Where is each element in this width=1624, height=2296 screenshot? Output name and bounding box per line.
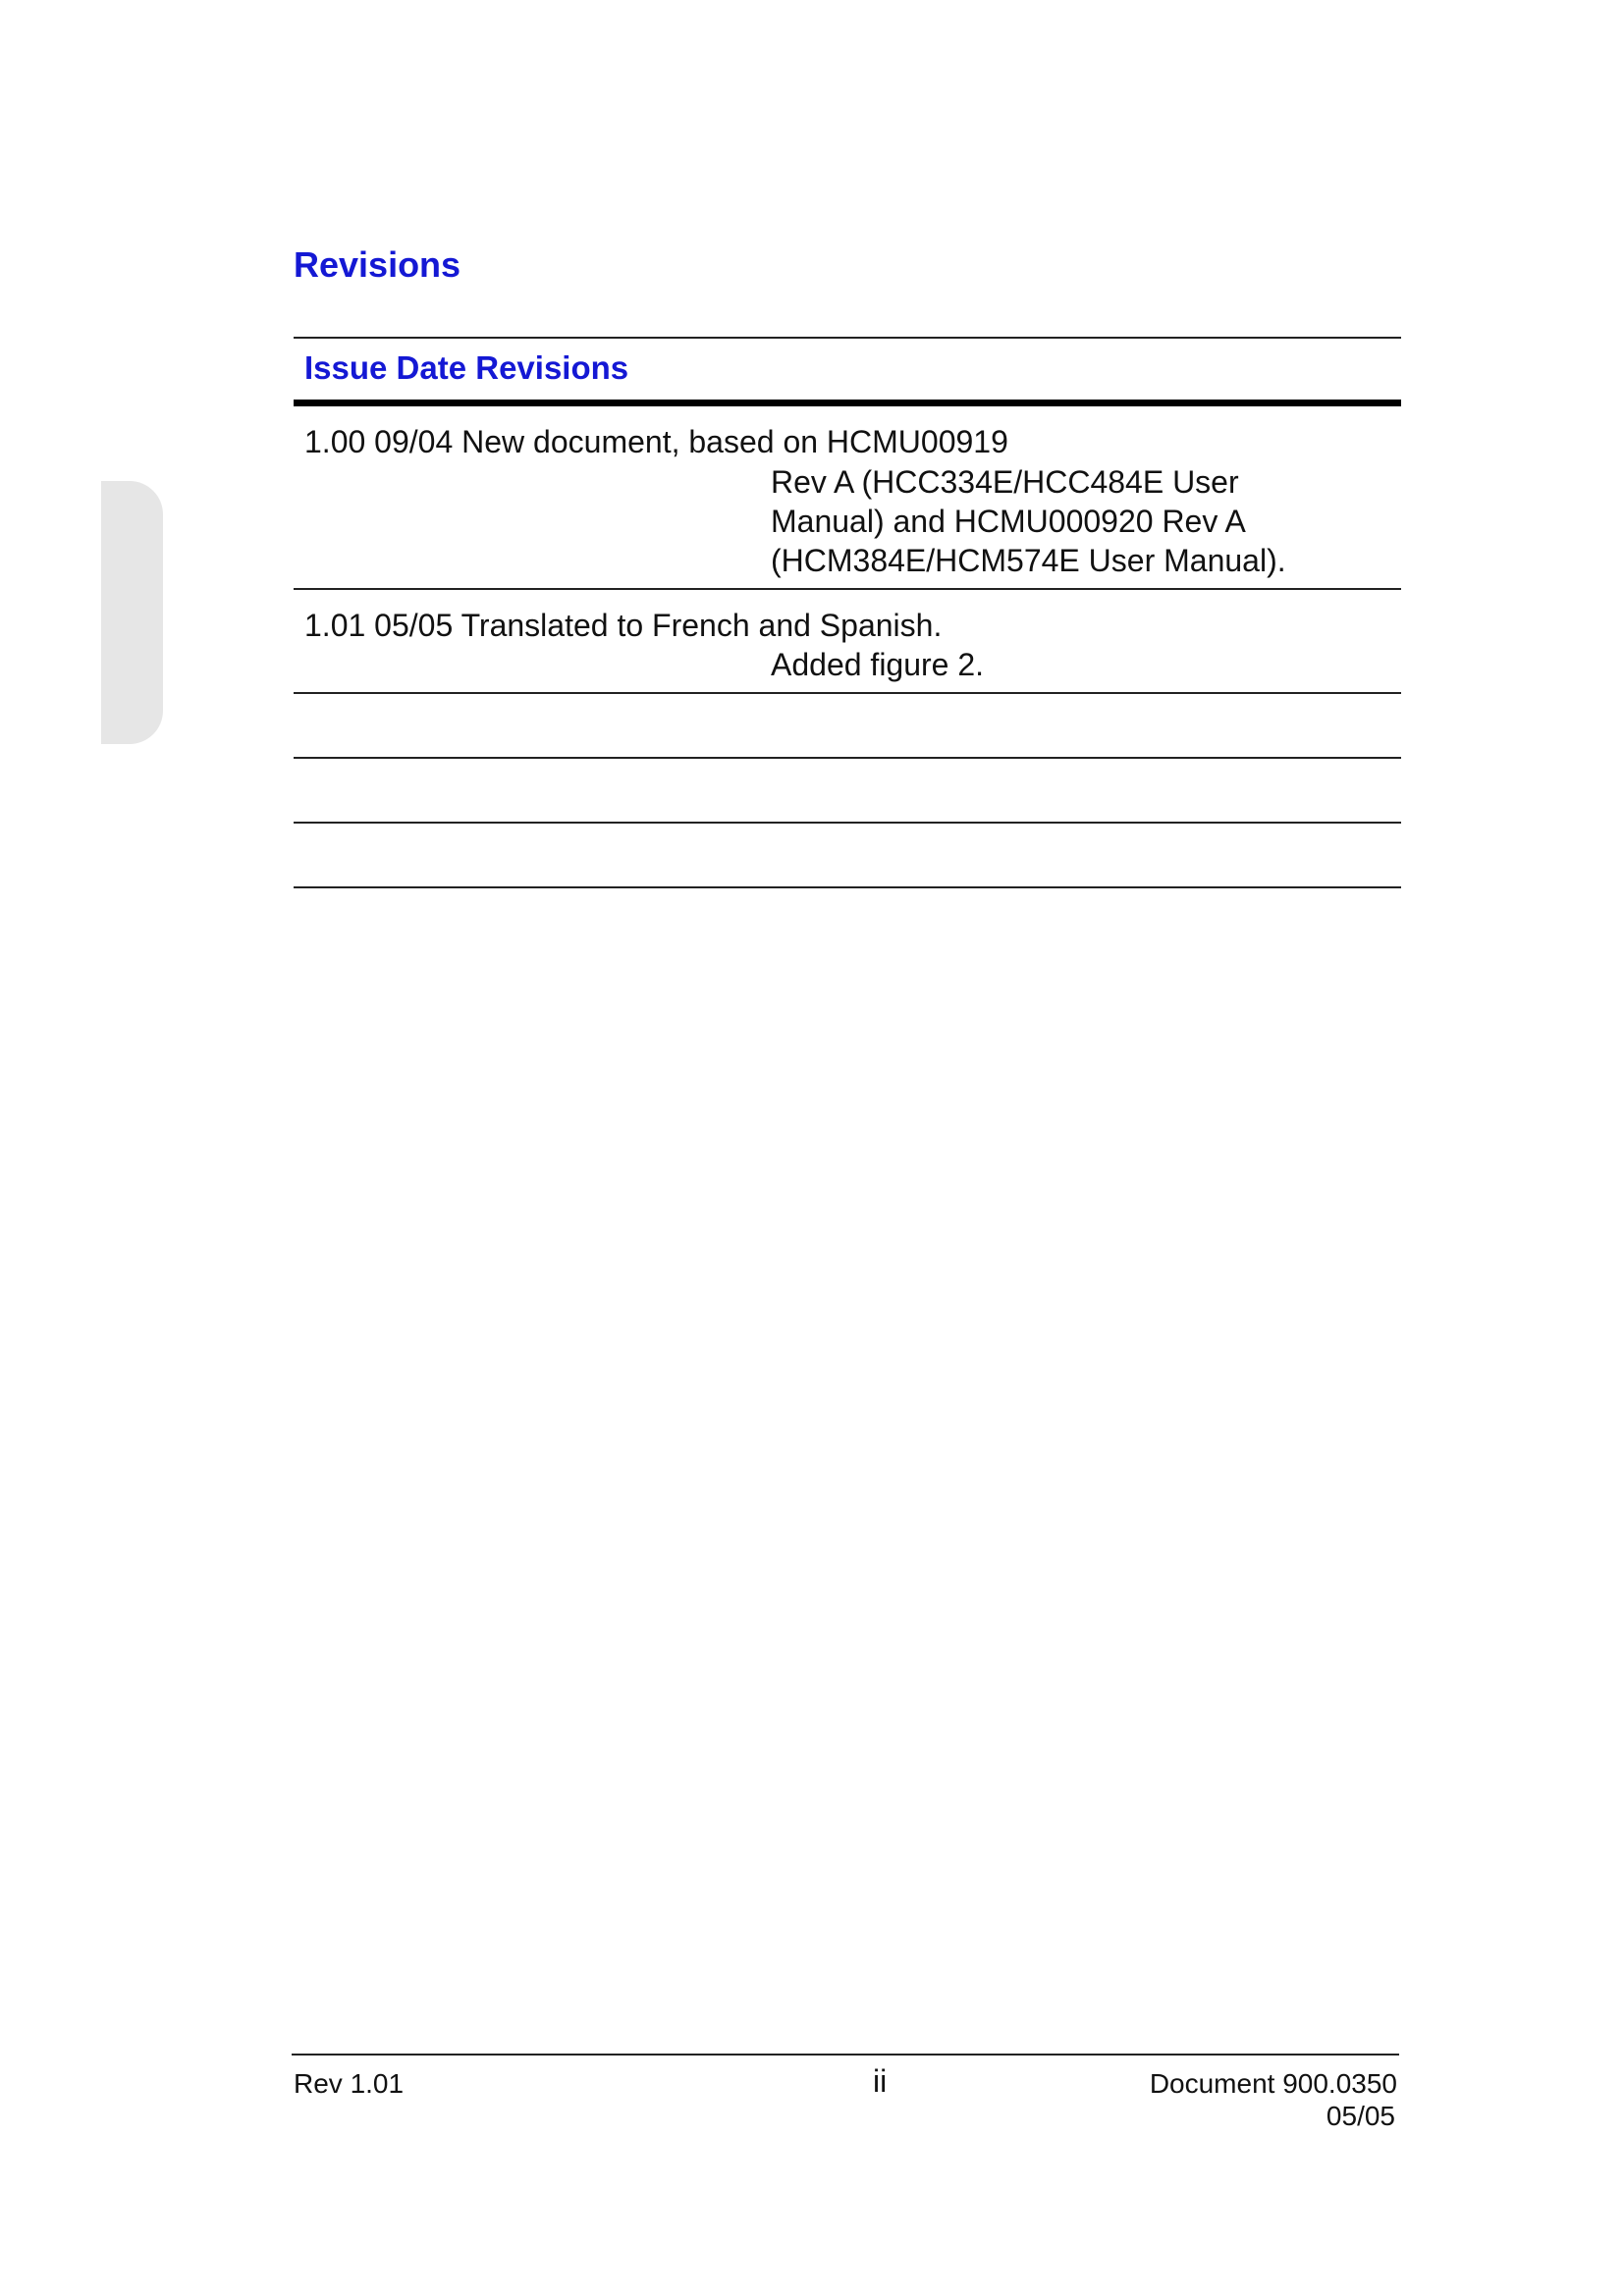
footer-page-number: ii [873,2063,888,2099]
revision-entry-line: 1.00 09/04 New document, based on HCMU00919 [304,424,1008,459]
table-row [294,406,1401,590]
table-row [294,590,1401,694]
revision-entry-line: 1.01 05/05 Translated to French and Spanish. [304,608,943,643]
table-header-label: Issue Date Revisions [304,349,629,386]
page-title: Revisions [294,244,461,285]
page-footer [292,2054,1399,2131]
footer-document-number: Document 900.0350 [1149,2068,1397,2099]
revision-entry-line: Added figure 2. [771,647,985,682]
footer-date: 05/05 [1326,2101,1395,2131]
table-row-empty [294,824,1401,888]
side-tab-marker [101,481,163,744]
table-header [294,339,1401,406]
revision-entry-line: Manual) and HCMU000920 Rev A [771,504,1246,539]
revision-entry-line: Rev A (HCC334E/HCC484E User [771,464,1239,500]
revision-entry-line: (HCM384E/HCM574E User Manual). [771,543,1286,578]
table-row-empty [294,694,1401,759]
revisions-table [294,337,1401,888]
footer-revision: Rev 1.01 [294,2068,405,2099]
table-row-empty [294,759,1401,824]
